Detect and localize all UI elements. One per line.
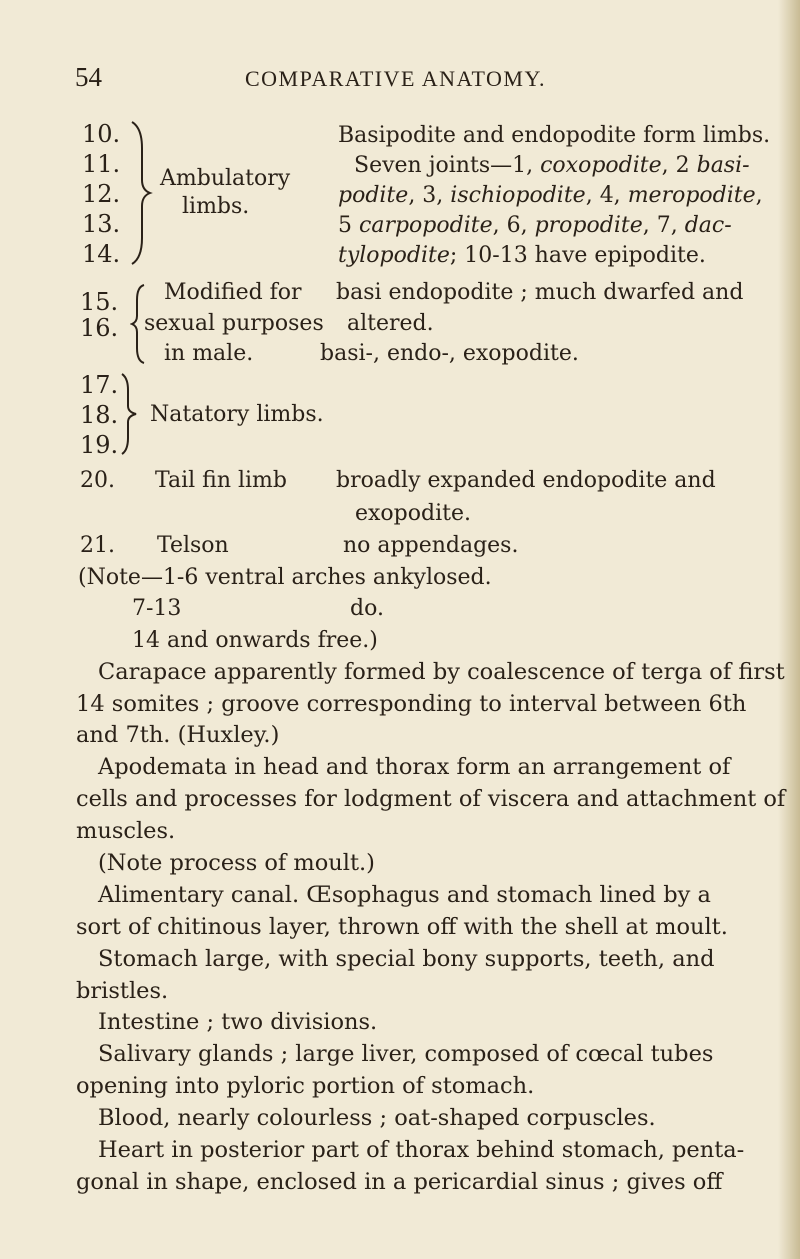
- desc-line: no appendages.: [343, 533, 519, 558]
- text-line: gonal in shape, enclosed in a pericardial sinus ; gives off: [76, 1169, 723, 1195]
- note-line: 14 and onwards free.): [132, 628, 378, 653]
- running-title: COMPARATIVE ANATOMY.: [245, 66, 546, 91]
- note-line: 7-13: [132, 596, 182, 621]
- text-line: Salivary glands ; large liver, composed of cœcal tubes: [98, 1041, 714, 1067]
- group2-label: in male.: [164, 341, 254, 366]
- text-line: Alimentary canal. Œsophagus and stomach lined by a: [98, 882, 711, 908]
- desc-line: Seven joints—1, coxopodite, 2 basi-: [354, 153, 750, 178]
- desc-line: exopodite.: [355, 501, 471, 526]
- row-label: Tail fin limb: [155, 468, 287, 493]
- group3-brace: [118, 370, 142, 458]
- text-line: Blood, nearly colourless ; oat-shaped corpuscles.: [98, 1105, 656, 1131]
- text-line: Heart in posterior part of thorax behind stomach, penta-: [98, 1137, 745, 1163]
- group1-label: Ambulatory: [160, 166, 291, 191]
- text-line: and 7th. (Huxley.): [76, 722, 280, 748]
- note-line: (Note—1-6 ventral arches ankylosed.: [78, 565, 492, 590]
- text-line: muscles.: [76, 818, 176, 844]
- desc-line: basi-, endo-, exopodite.: [320, 341, 579, 366]
- row-number: 16.: [80, 314, 119, 342]
- text-line: Stomach large, with special bony supports, teeth, and: [98, 946, 715, 972]
- text-line: cells and processes for lodgment of viscera and attachment of: [76, 786, 786, 812]
- row-number: 17.: [80, 371, 119, 399]
- row-number: 19.: [80, 431, 119, 459]
- desc-line: broadly expanded endopodite and: [336, 468, 716, 493]
- desc-line: altered.: [347, 311, 434, 336]
- desc-line: Basipodite and endopodite form limbs.: [338, 123, 771, 148]
- desc-line: basi endopodite ; much dwarfed and: [336, 280, 744, 305]
- text-line: Apodemata in head and thorax form an arrangement of: [98, 754, 731, 780]
- text-line: Intestine ; two divisions.: [98, 1009, 378, 1035]
- text-line: opening into pyloric portion of stomach.: [76, 1073, 535, 1099]
- group2-label: Modified for: [164, 280, 302, 305]
- row-number: 21.: [80, 533, 115, 558]
- desc-line: 5 carpopodite, 6, propodite, 7, dac-: [338, 213, 732, 238]
- group2-label: sexual purposes: [144, 311, 324, 336]
- row-number: 18.: [80, 401, 119, 429]
- row-number: 13.: [82, 210, 121, 238]
- note-line: do.: [350, 596, 384, 621]
- group1-label: limbs.: [182, 194, 250, 219]
- page-edge-shadow: [778, 0, 800, 1259]
- row-number: 20.: [80, 468, 115, 493]
- desc-line: tylopodite; 10-13 have epipodite.: [338, 243, 706, 268]
- text-line: sort of chitinous layer, thrown off with the shell at moult.: [76, 914, 728, 940]
- group3-label: Natatory limbs.: [150, 402, 324, 427]
- row-number: 12.: [82, 180, 121, 208]
- text-line: bristles.: [76, 978, 169, 1004]
- text-line: (Note process of moult.): [98, 850, 375, 876]
- text-line: 14 somites ; groove corresponding to interval between 6th: [76, 691, 747, 717]
- desc-line: podite, 3, ischiopodite, 4, meropodite,: [338, 183, 763, 208]
- row-number: 10.: [82, 120, 121, 148]
- row-number: 14.: [82, 240, 121, 268]
- page-number: 54: [75, 62, 102, 92]
- row-number: 11.: [82, 150, 121, 178]
- text-line: Carapace apparently formed by coalescence of terga of first: [98, 659, 785, 685]
- row-number: 15.: [80, 288, 119, 316]
- group1-brace: [128, 118, 154, 268]
- row-label: Telson: [157, 533, 229, 558]
